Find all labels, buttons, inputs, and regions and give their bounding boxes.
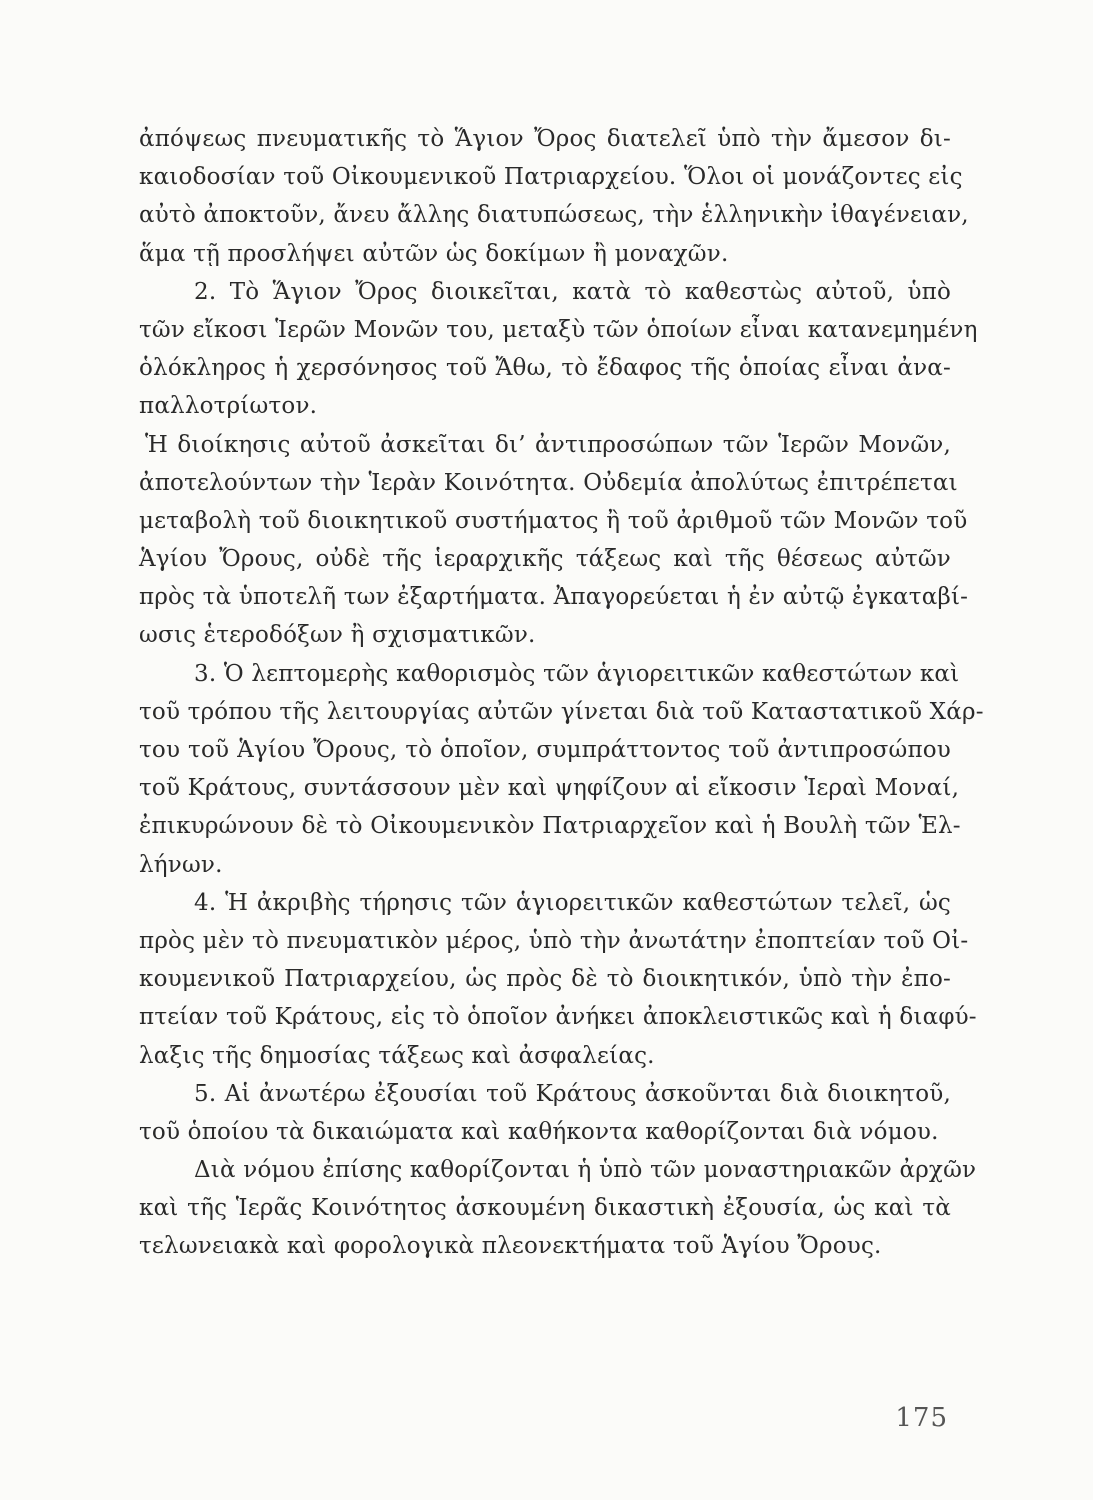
text-line: ωσις ἑτεροδόξων ἢ σχισματικῶν. — [139, 622, 536, 649]
paragraph-2-start: 2. Τὸ Ἅγιον Ὄρος διοικεῖται, κατὰ τὸ καθεστὼς αὐτοῦ, ὑπὸ — [194, 278, 951, 305]
text-line: πρὸς τὰ ὑποτελῆ των ἐξαρτήματα. Ἀπαγορεύεται ἡ ἐν αὐτῷ ἐγκαταβί- — [139, 584, 969, 611]
text-line: αὐτὸ ἀποκτοῦν, ἄνευ ἄλλης διατυπώσεως, τὴν ἑλληνικὴν ἰθαγένειαν, — [139, 202, 969, 229]
text-line: ἐπικυρώνουν δὲ τὸ Οἰκουμενικὸν Πατριαρχεῖον καὶ ἡ Βουλὴ τῶν Ἑλ- — [139, 813, 961, 840]
text-line: του τοῦ Ἁγίου Ὄρους, τὸ ὁποῖον, συμπράττοντος τοῦ ἀντιπροσώπου — [139, 737, 951, 763]
text-line: καὶ τῆς Ἱερᾶς Κοινότητος ἀσκουμένη δικαστικὴ ἐξουσία, ὡς καὶ τὰ — [139, 1195, 951, 1222]
text-line: παλλοτρίωτον. — [139, 393, 318, 420]
text-line: ἅμα τῇ προσλήψει αὐτῶν ὡς δοκίμων ἢ μοναχῶν. — [139, 240, 729, 267]
text-line: τοῦ τρόπου τῆς λειτουργίας αὐτῶν γίνεται διὰ τοῦ Καταστατικοῦ Χάρ- — [139, 698, 984, 725]
text-line: τελωνειακὰ καὶ φορολογικὰ πλεονεκτήματα τοῦ Ἁγίου Ὄρους. — [139, 1233, 882, 1260]
paragraph-5-start: 5. Αἱ ἀνωτέρω ἐξουσίαι τοῦ Κράτους ἀσκοῦνται διὰ διοικητοῦ, — [194, 1080, 951, 1107]
paragraph-4-start: 4. Ἡ ἀκριβὴς τήρησις τῶν ἁγιορειτικῶν καθεστώτων τελεῖ, ὡς — [194, 889, 951, 916]
text-line: Ἁγίου Ὄρους, οὐδὲ τῆς ἱεραρχικῆς τάξεως καὶ τῆς θέσεως αὐτῶν — [139, 546, 951, 573]
page-number: 175 — [895, 1403, 948, 1433]
text-line: καιοδοσίαν τοῦ Οἰκουμενικοῦ Πατριαρχείου. Ὅλοι οἱ μονάζοντες εἰς — [139, 164, 963, 191]
text-line: τοῦ ὁποίου τὰ δικαιώματα καὶ καθήκοντα καθορίζονται διὰ νόμου. — [139, 1118, 939, 1145]
text-line: τοῦ Κράτους, συντάσσουν μὲν καὶ ψηφίζουν αἱ εἴκοσιν Ἱεραὶ Μοναί, — [139, 775, 960, 802]
text-line: μεταβολὴ τοῦ διοικητικοῦ συστήματος ἢ τοῦ ἀριθμοῦ τῶν Μονῶν τοῦ — [139, 507, 968, 534]
text-line: ὁλόκληρος ἡ χερσόνησος τοῦ Ἄθω, τὸ ἔδαφος τῆς ὁποίας εἶναι ἀνα- — [139, 355, 951, 382]
text-line: ἀποτελούντων τὴν Ἱερὰν Κοινότητα. Οὐδεμία ἀπολύτως ἐπιτρέπεται — [139, 469, 958, 496]
paragraph-start: Διὰ νόμου ἐπίσης καθορίζονται ἡ ὑπὸ τῶν μοναστηριακῶν ἀρχῶν — [194, 1157, 977, 1184]
text-line: πρὸς μὲν τὸ πνευματικὸν μέρος, ὑπὸ τὴν ἀνωτάτην ἐποπτείαν τοῦ Οἰ- — [139, 927, 969, 954]
text-line: τῶν εἴκοσι Ἱερῶν Μονῶν του, μεταξὺ τῶν ὁποίων εἶναι κατανεμημένη — [139, 316, 978, 343]
body-text — [139, 120, 984, 1266]
text-line: λήνων. — [139, 851, 223, 878]
paragraph-start: Ἡ διοίκησις αὐτοῦ ἀσκεῖται δι’ ἀντιπροσώπων τῶν Ἱερῶν Μονῶν, — [145, 431, 951, 458]
text-line: λαξις τῆς δημοσίας τάξεως καὶ ἀσφαλείας. — [139, 1042, 655, 1069]
text-line: πτείαν τοῦ Κράτους, εἰς τὸ ὁποῖον ἀνήκει ἀποκλειστικῶς καὶ ἡ διαφύ- — [139, 1004, 977, 1031]
paragraph-3-start: 3. Ὁ λεπτομερὴς καθορισμὸς τῶν ἁγιορειτικῶν καθεστώτων καὶ — [194, 660, 960, 687]
text-line: κουμενικοῦ Πατριαρχείου, ὡς πρὸς δὲ τὸ διοικητικόν, ὑπὸ τὴν ἐπο- — [139, 966, 951, 993]
text-line: ἀπόψεως πνευματικῆς τὸ Ἅγιον Ὄρος διατελεῖ ὑπὸ τὴν ἄμεσον δι- — [139, 126, 951, 152]
